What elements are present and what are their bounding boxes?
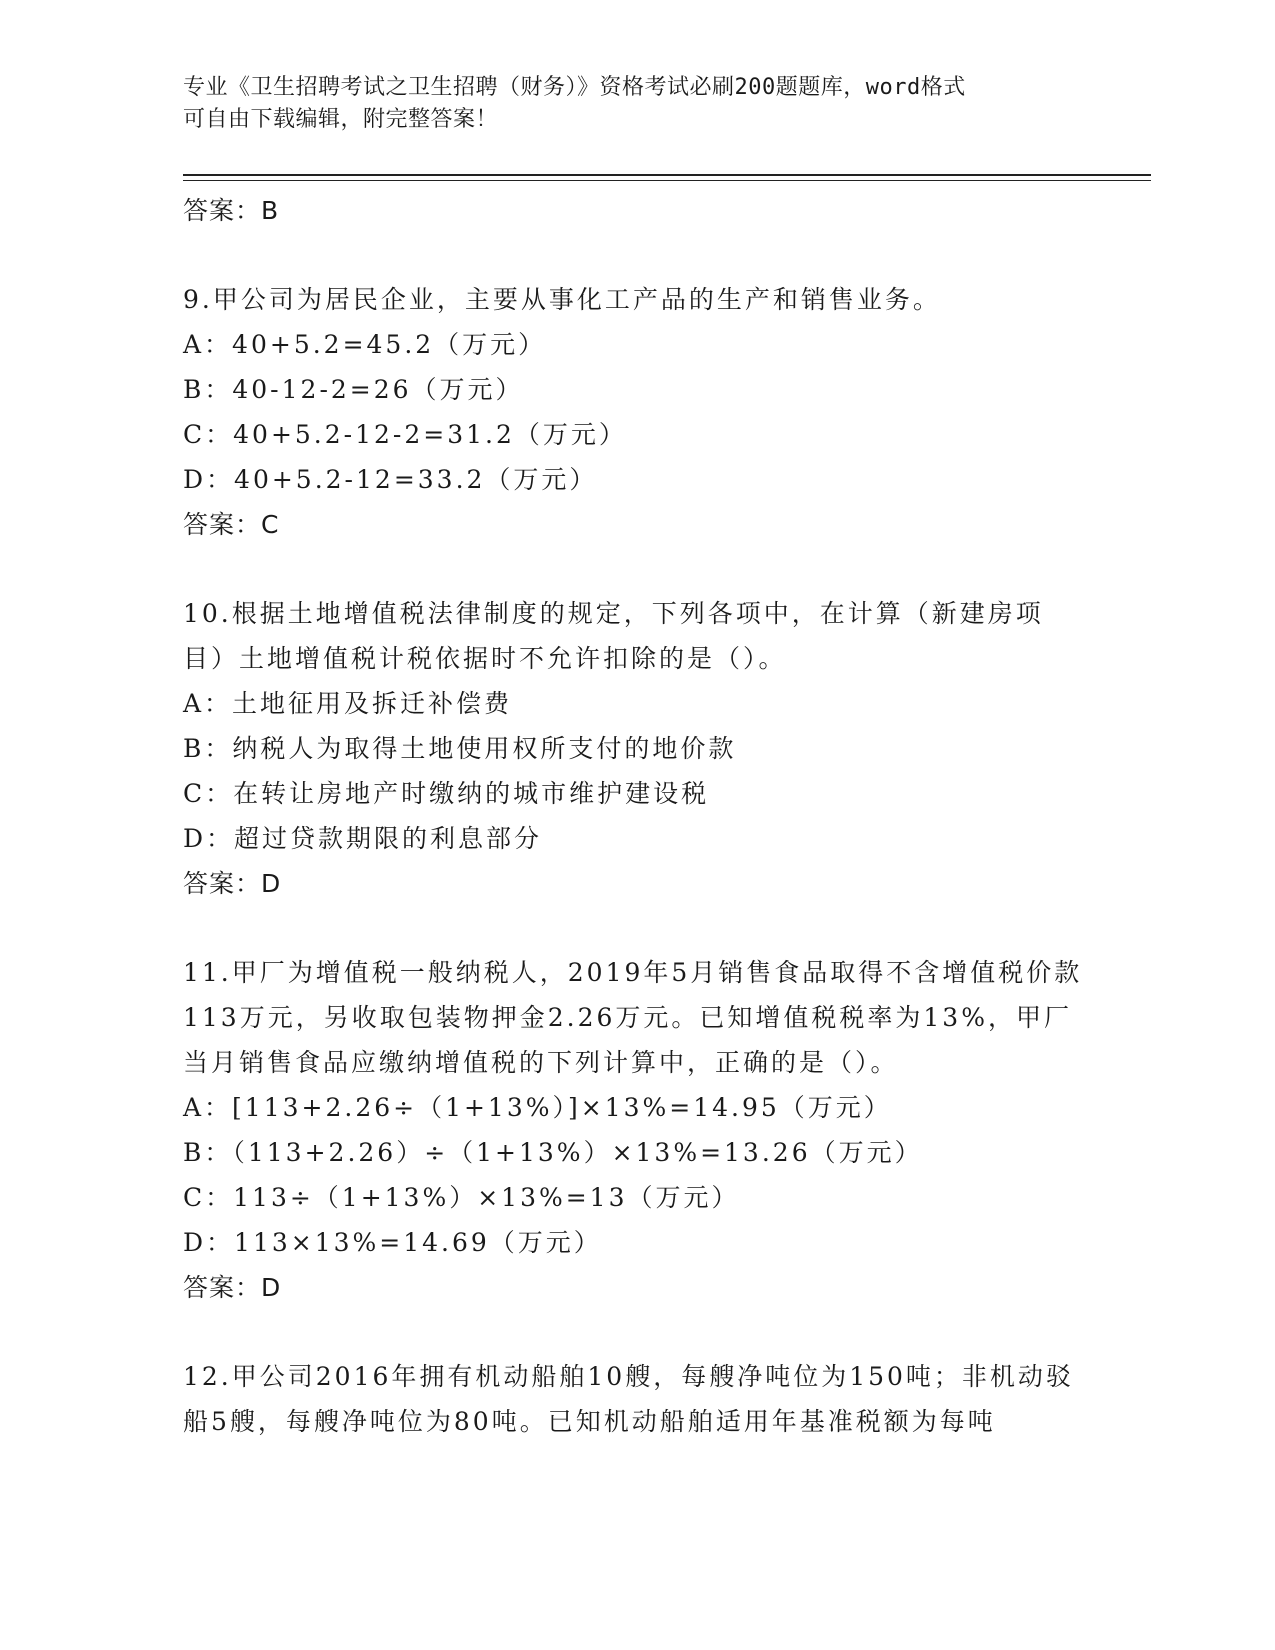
header-line-1: 专业《卫生招聘考试之卫生招聘（财务）》资格考试必刷200题题库，word格式 [183, 75, 966, 100]
question-text: 10.根据土地增值税法律制度的规定，下列各项中，在计算（新建房项目）土地增值税计税依据时不允许扣除的是（）。 [183, 599, 1044, 673]
question-item [183, 950, 1083, 1310]
answer-label: 答案：B [183, 196, 280, 225]
option-a: A：40+5.2=45.2（万元） [183, 330, 547, 359]
option-b: B：（113+2.26）÷（1+13%）×13%=13.26（万元） [183, 1138, 923, 1167]
question-text: 11.甲厂为增值税一般纳税人，2019年5月销售食品取得不含增值税价款113万元，另收取包装物押金2.26万元。已知增值税税率为13%，甲厂当月销售食品应缴纳增值税的下列计算中，正确的是（）。 [183, 958, 1083, 1077]
header-rule [183, 174, 1151, 176]
option-d: D：超过贷款期限的利息部分 [183, 824, 543, 853]
document-header [183, 72, 1063, 136]
option-c: C：40+5.2-12-2=31.2（万元） [183, 420, 627, 449]
question-list [183, 188, 1083, 1444]
answer-label: 答案：D [183, 869, 282, 898]
question-item [183, 277, 1083, 547]
option-a: A：土地征用及拆迁补偿费 [183, 689, 513, 718]
answer-label: 答案：D [183, 1273, 282, 1302]
option-a: A：[113+2.26÷（1+13%）]×13%=14.95（万元） [183, 1093, 892, 1122]
option-b: B：纳税人为取得土地使用权所支付的地价款 [183, 734, 737, 763]
option-d: D：113×13%=14.69（万元） [183, 1228, 602, 1257]
header-rule-thin [183, 180, 1151, 181]
question-item [183, 1354, 1083, 1444]
option-d: D：40+5.2-12=33.2（万元） [183, 465, 598, 494]
question-text: 9.甲公司为居民企业，主要从事化工产品的生产和销售业务。 [183, 285, 941, 314]
option-b: B：40-12-2=26（万元） [183, 375, 524, 404]
option-c: C：在转让房地产时缴纳的城市维护建设税 [183, 779, 710, 808]
question-text: 12.甲公司2016年拥有机动船舶10艘，每艘净吨位为150吨；非机动驳船5艘，每艘净吨位为80吨。已知机动船舶适用年基准税额为每吨 [183, 1362, 1074, 1436]
header-line-2: 可自由下载编辑，附完整答案！ [183, 107, 499, 132]
question-item [183, 591, 1083, 906]
option-c: C：113÷（1+13%）×13%=13（万元） [183, 1183, 740, 1212]
answer-label: 答案：C [183, 510, 280, 539]
